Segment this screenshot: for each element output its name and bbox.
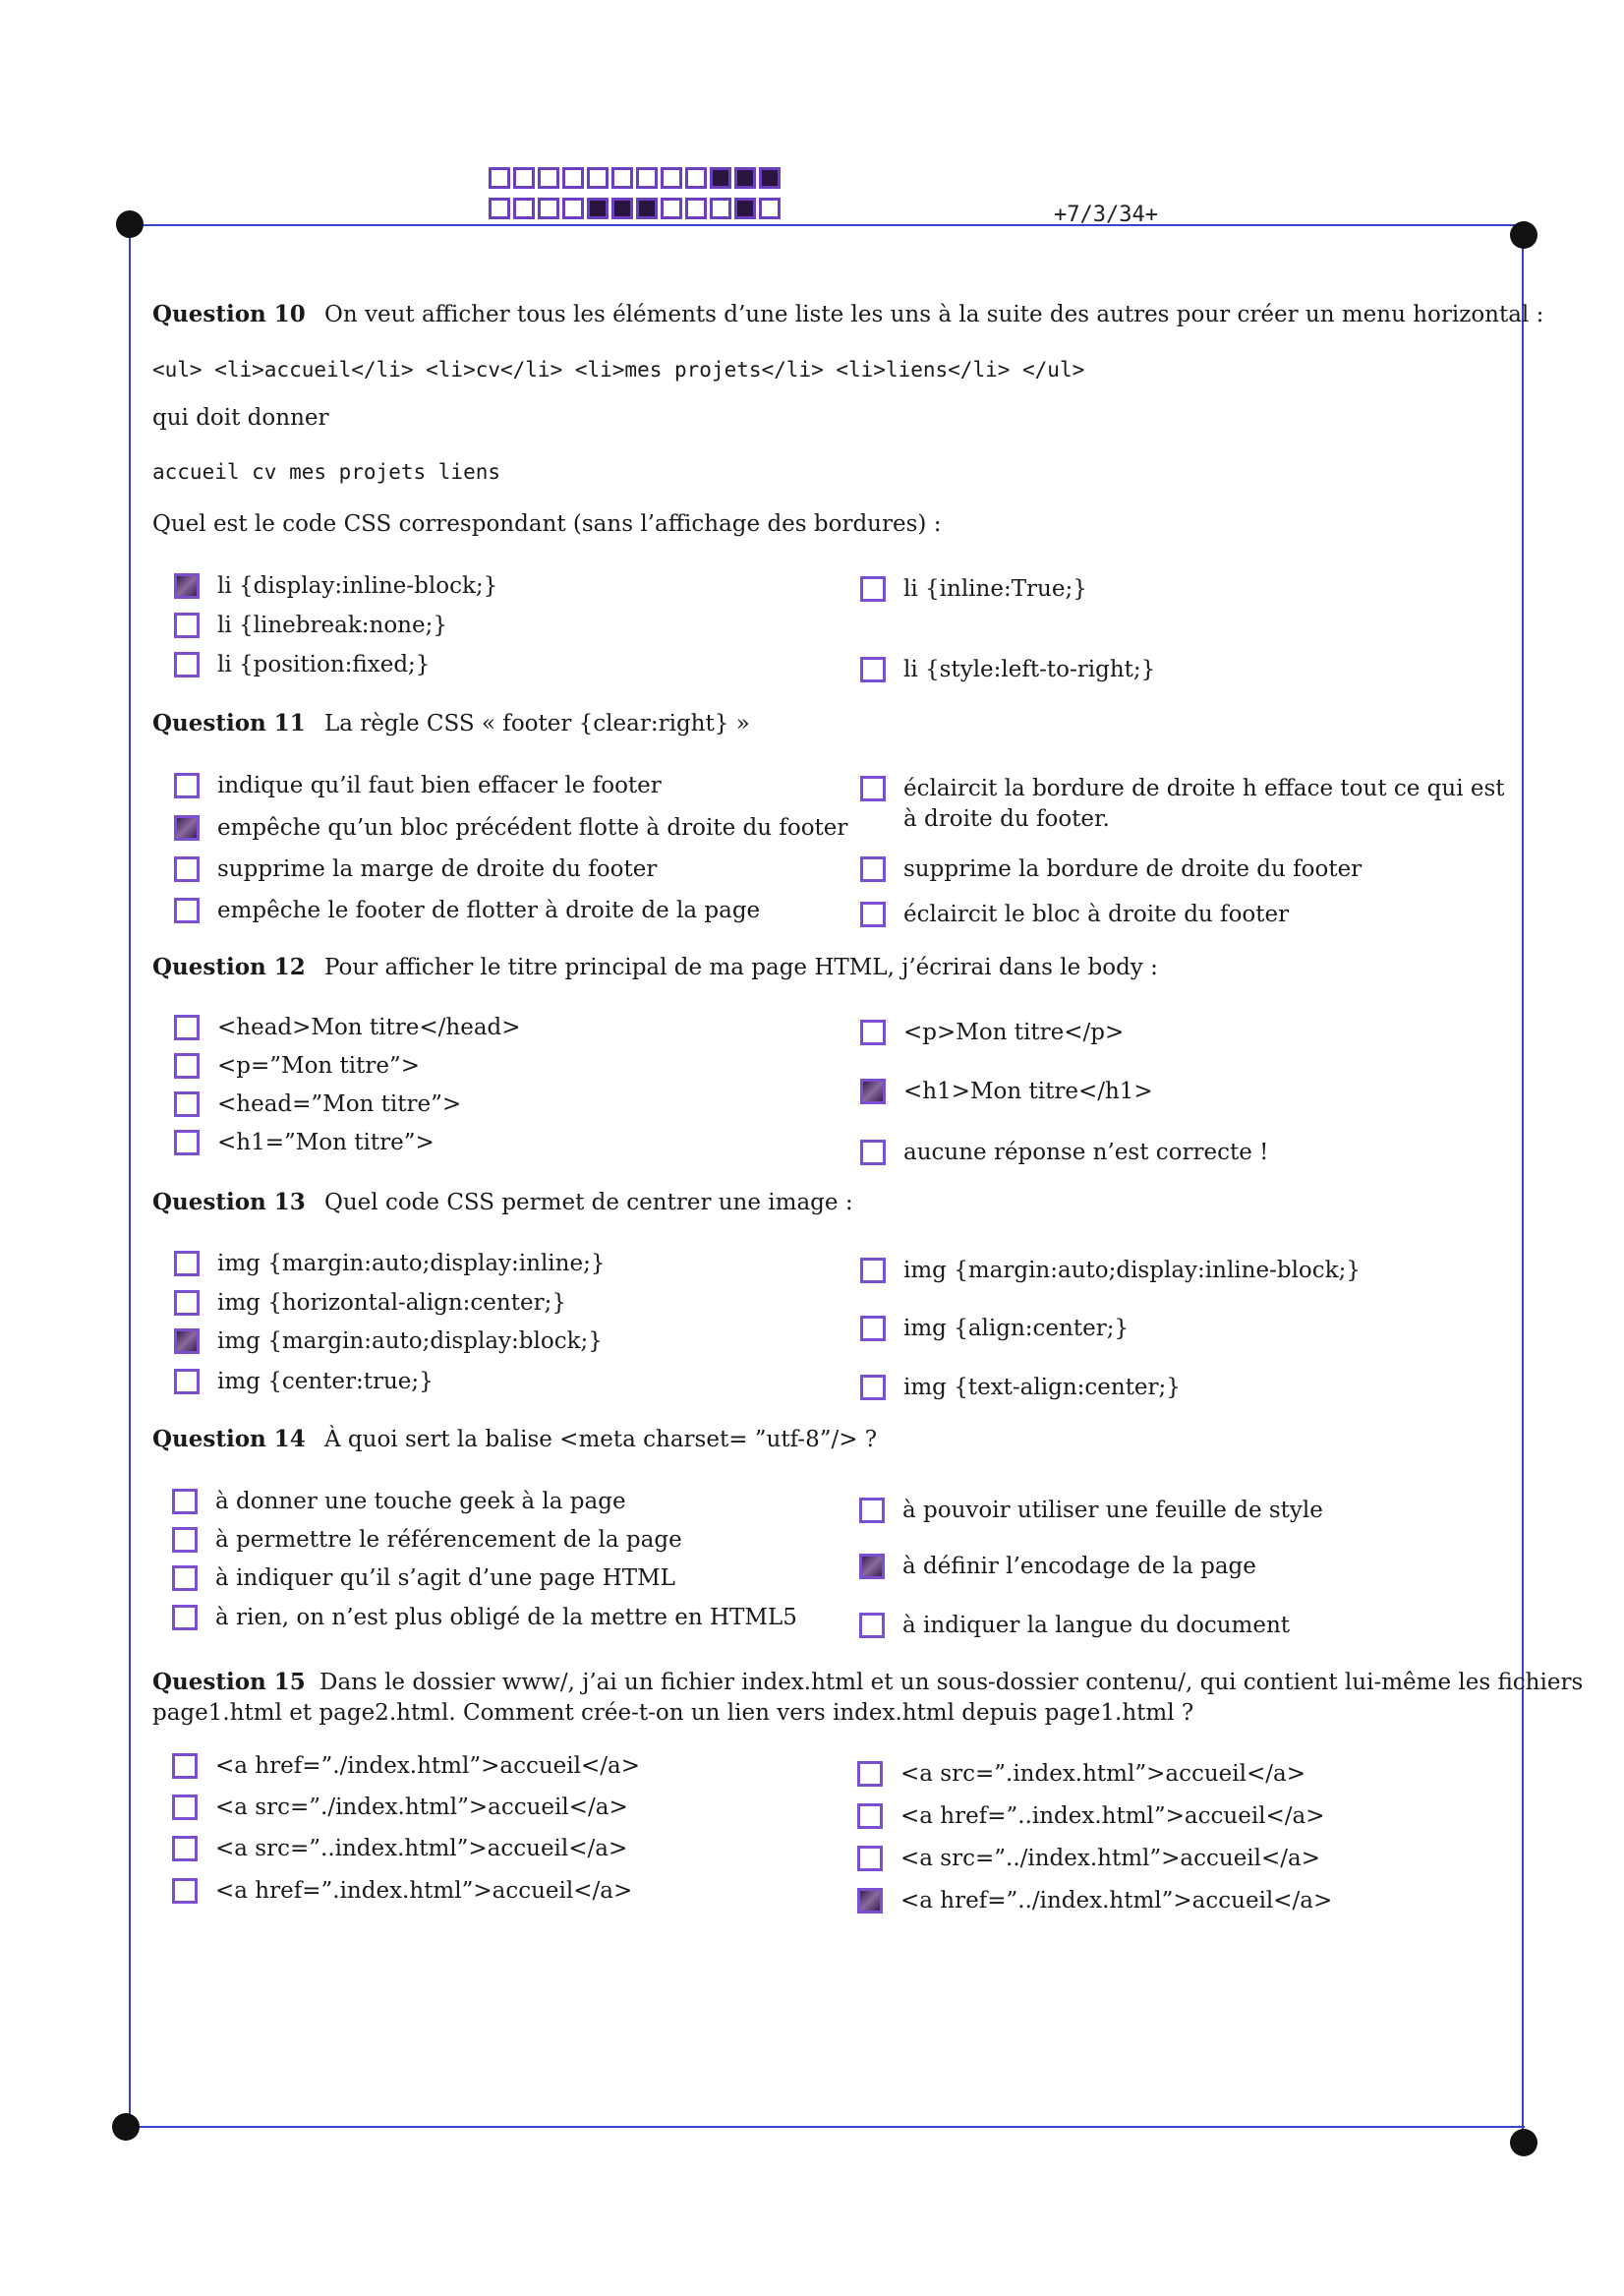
option-label: à permettre le référencement de la page	[215, 1527, 682, 1553]
barcode-cell	[710, 167, 731, 189]
barcode-cell	[685, 167, 707, 189]
option-label: à rien, on n’est plus obligé de la mettre en HTML5	[215, 1605, 797, 1630]
option[interactable]	[174, 1013, 521, 1043]
option-label: <a href=”./index.html”>accueil</a>	[215, 1753, 640, 1779]
option-label: li {position:fixed;}	[217, 652, 431, 677]
option[interactable]	[859, 1611, 1290, 1641]
checkbox[interactable]	[172, 1527, 198, 1553]
option[interactable]	[174, 1128, 435, 1158]
option-label: <a href=”.index.html”>accueil</a>	[215, 1878, 633, 1904]
option[interactable]	[174, 854, 657, 885]
option-label: <h1>Mon titre</h1>	[903, 1079, 1153, 1104]
option[interactable]	[859, 1552, 1256, 1582]
checkbox[interactable]	[857, 1803, 883, 1829]
option-label: empêche qu’un bloc précédent flotte à droite du footer	[217, 815, 848, 841]
checkbox[interactable]	[860, 1258, 886, 1283]
checkbox[interactable]	[174, 613, 200, 638]
barcode-cell	[661, 198, 682, 219]
checkbox[interactable]	[174, 1091, 200, 1117]
option[interactable]	[860, 1018, 1124, 1048]
question-text: La règle CSS « footer {clear:right} »	[324, 711, 750, 736]
question-12	[152, 954, 1158, 980]
barcode-cell	[538, 198, 559, 219]
option-label: à donner une touche geek à la page	[215, 1489, 626, 1514]
option-label: <a href=”../index.html”>accueil</a>	[900, 1888, 1333, 1913]
question-text: Pour afficher le titre principal de ma page HTML, j’écrirai dans le body :	[324, 955, 1158, 980]
option[interactable]	[174, 571, 497, 602]
checkbox[interactable]	[172, 1795, 198, 1820]
question-number: Question 12	[152, 954, 306, 980]
checkbox[interactable]	[860, 1020, 886, 1045]
option[interactable]	[174, 1051, 420, 1082]
option-label: <a src=”.index.html”>accueil</a>	[900, 1761, 1305, 1787]
option-label: li {linebreak:none;}	[217, 613, 447, 638]
option[interactable]	[860, 1314, 1129, 1344]
barcode-cell	[636, 167, 658, 189]
option[interactable]	[174, 1249, 605, 1279]
option[interactable]	[174, 813, 847, 844]
barcode-row-1	[489, 167, 783, 189]
checkbox[interactable]	[860, 1316, 886, 1341]
question-11	[152, 710, 750, 736]
corner-mark-top-right	[1510, 221, 1537, 249]
option-label: supprime la bordure de droite du footer	[903, 856, 1363, 882]
option-label: éclaircit la bordure de droite h efface tout ce qui est à droite du footer.	[903, 776, 1505, 832]
question-text-line: qui doit donner	[152, 405, 329, 431]
barcode-cell	[513, 198, 535, 219]
barcode-cell	[734, 167, 756, 189]
checkbox[interactable]	[860, 856, 886, 882]
barcode-cell	[562, 167, 584, 189]
option-label: li {style:left-to-right;}	[903, 657, 1156, 682]
frame-top	[130, 224, 1524, 226]
option[interactable]	[860, 854, 1362, 885]
option[interactable]	[174, 611, 447, 641]
question-15	[152, 1669, 1583, 1695]
question-number: Question 15	[152, 1669, 306, 1695]
checkbox[interactable]	[859, 1613, 885, 1638]
checkbox[interactable]	[857, 1846, 883, 1871]
option[interactable]	[859, 1496, 1323, 1526]
checkbox[interactable]	[860, 657, 886, 682]
checkbox[interactable]	[860, 1079, 886, 1104]
question-number: Question 10	[152, 301, 306, 327]
checkbox[interactable]	[172, 1878, 198, 1904]
barcode-cell	[587, 167, 609, 189]
option[interactable]	[857, 1759, 1305, 1790]
frame-right	[1522, 234, 1524, 2142]
option[interactable]	[172, 1793, 628, 1823]
question-14	[152, 1426, 877, 1452]
checkbox[interactable]	[857, 1761, 883, 1787]
question-10	[152, 301, 1543, 327]
checkbox[interactable]	[174, 1328, 200, 1354]
option-label: aucune réponse n’est correcte !	[903, 1140, 1269, 1165]
checkbox[interactable]	[174, 1053, 200, 1079]
barcode-cell	[759, 167, 781, 189]
option-label: éclaircit le bloc à droite du footer	[903, 902, 1290, 927]
question-number: Question 11	[152, 710, 306, 736]
question-13	[152, 1189, 853, 1215]
option[interactable]	[174, 650, 430, 680]
barcode-cell	[661, 167, 682, 189]
barcode-cell	[636, 198, 658, 219]
option-label: à pouvoir utiliser une feuille de style	[902, 1498, 1323, 1523]
option-label: empêche le footer de flotter à droite de la page	[217, 898, 761, 923]
option[interactable]	[860, 1256, 1361, 1286]
checkbox[interactable]	[172, 1565, 198, 1591]
checkbox[interactable]	[174, 573, 200, 599]
option-label: <p=”Mon titre”>	[217, 1053, 421, 1079]
option-label: supprime la marge de droite du footer	[217, 856, 658, 882]
checkbox[interactable]	[174, 1251, 200, 1276]
barcode-cell	[489, 167, 510, 189]
checkbox[interactable]	[859, 1554, 885, 1579]
option-label: img {margin:auto;display:inline-block;}	[903, 1258, 1361, 1283]
option[interactable]	[860, 1138, 1268, 1168]
barcode-cell	[611, 198, 633, 219]
barcode-row-2	[489, 198, 783, 219]
checkbox[interactable]	[172, 1605, 198, 1630]
barcode-cell	[489, 198, 510, 219]
option-label: img {text-align:center;}	[903, 1375, 1181, 1400]
checkbox[interactable]	[860, 1375, 886, 1400]
question-text: On veut afficher tous les éléments d’une liste les uns à la suite des autres pour créer un menu horizontal :	[324, 302, 1544, 327]
checkbox[interactable]	[860, 776, 886, 801]
option-label: li {display:inline-block;}	[217, 573, 498, 599]
option-label: img {horizontal-align:center;}	[217, 1290, 566, 1316]
option[interactable]	[174, 1288, 566, 1319]
option-label: indique qu’il faut bien effacer le footer	[217, 773, 662, 798]
barcode-cell	[710, 198, 731, 219]
question-text-line: Quel est le code CSS correspondant (sans l’affichage des bordures) :	[152, 511, 942, 537]
option[interactable]	[174, 771, 662, 801]
option[interactable]	[860, 1373, 1181, 1403]
option[interactable]	[172, 1487, 626, 1517]
question-text-line: page1.html et page2.html. Comment crée-t-on un lien vers index.html depuis page1.html ?	[152, 1700, 1194, 1726]
option[interactable]	[174, 1367, 434, 1397]
option-label: à indiquer qu’il s’agit d’une page HTML	[215, 1565, 675, 1591]
checkbox[interactable]	[174, 1290, 200, 1316]
question-text: Quel code CSS permet de centrer une image :	[324, 1190, 853, 1215]
corner-mark-top-left	[116, 210, 144, 238]
checkbox[interactable]	[174, 773, 200, 798]
option-label: <head=”Mon titre”>	[217, 1091, 462, 1117]
checkbox[interactable]	[860, 902, 886, 927]
option[interactable]	[172, 1834, 627, 1864]
checkbox[interactable]	[174, 898, 200, 923]
option-label: img {margin:auto;display:inline;}	[217, 1251, 606, 1276]
option[interactable]	[857, 1886, 1332, 1916]
barcode-cell	[513, 167, 535, 189]
option-label: <a src=”..index.html”>accueil</a>	[215, 1836, 628, 1861]
checkbox[interactable]	[174, 1369, 200, 1394]
checkbox[interactable]	[172, 1836, 198, 1861]
question-text: Dans le dossier www/, j’ai un fichier index.html et un sous-dossier contenu/, qui contient lui-même les fichiers	[319, 1670, 1584, 1695]
barcode-cell	[587, 198, 609, 219]
option-label: li {inline:True;}	[903, 576, 1087, 602]
option[interactable]	[174, 1089, 461, 1120]
checkbox[interactable]	[172, 1489, 198, 1514]
question-number: Question 14	[152, 1426, 306, 1452]
checkbox[interactable]	[172, 1753, 198, 1779]
option[interactable]	[172, 1603, 797, 1633]
code-example: <ul> <li>accueil</li> <li>cv</li> <li>mes projets</li> <li>liens</li> </ul>	[152, 358, 1085, 382]
code-result: accueil cv mes projets liens	[152, 460, 501, 484]
option[interactable]	[860, 655, 1155, 685]
corner-mark-bottom-right	[1510, 2129, 1537, 2156]
checkbox[interactable]	[860, 576, 886, 602]
option-label: img {align:center;}	[903, 1316, 1130, 1341]
checkbox[interactable]	[859, 1498, 885, 1523]
checkbox[interactable]	[860, 1140, 886, 1165]
barcode-cell	[759, 198, 781, 219]
option[interactable]	[857, 1801, 1325, 1832]
option-label: img {margin:auto;display:block;}	[217, 1328, 603, 1354]
option-label: img {center:true;}	[217, 1369, 434, 1394]
option[interactable]	[172, 1525, 682, 1556]
checkbox[interactable]	[174, 652, 200, 677]
option-label: <h1=”Mon titre”>	[217, 1130, 435, 1155]
checkbox[interactable]	[174, 815, 200, 841]
option[interactable]	[174, 896, 760, 926]
checkbox[interactable]	[174, 1015, 200, 1040]
corner-mark-bottom-left	[112, 2113, 140, 2141]
barcode-cell	[685, 198, 707, 219]
option-label: à indiquer la langue du document	[902, 1613, 1291, 1638]
option-label: <a src=”./index.html”>accueil</a>	[215, 1795, 628, 1820]
barcode-cell	[734, 198, 756, 219]
option[interactable]	[172, 1751, 640, 1782]
option[interactable]	[172, 1563, 675, 1594]
option-label: <p>Mon titre</p>	[903, 1020, 1125, 1045]
barcode-cell	[562, 198, 584, 219]
barcode-cell	[538, 167, 559, 189]
frame-left	[129, 225, 131, 2127]
option[interactable]	[860, 574, 1087, 605]
option-label: <head>Mon titre</head>	[217, 1015, 521, 1040]
checkbox[interactable]	[174, 856, 200, 882]
option[interactable]	[860, 1077, 1153, 1107]
option[interactable]	[860, 774, 1509, 835]
option-label: <a href=”..index.html”>accueil</a>	[900, 1803, 1325, 1829]
barcode-cell	[611, 167, 633, 189]
option[interactable]	[174, 1326, 603, 1357]
option[interactable]	[172, 1876, 632, 1907]
frame-bottom	[125, 2126, 1525, 2128]
checkbox[interactable]	[857, 1888, 883, 1913]
question-number: Question 13	[152, 1189, 306, 1215]
page-code: +7/3/34+	[1054, 203, 1158, 227]
option[interactable]	[857, 1844, 1320, 1874]
option-label: à définir l’encodage de la page	[902, 1554, 1256, 1579]
question-text: À quoi sert la balise <meta charset= ”utf-8”/> ?	[324, 1427, 878, 1452]
option-label: <a src=”../index.html”>accueil</a>	[900, 1846, 1321, 1871]
checkbox[interactable]	[174, 1130, 200, 1155]
option[interactable]	[860, 900, 1289, 930]
